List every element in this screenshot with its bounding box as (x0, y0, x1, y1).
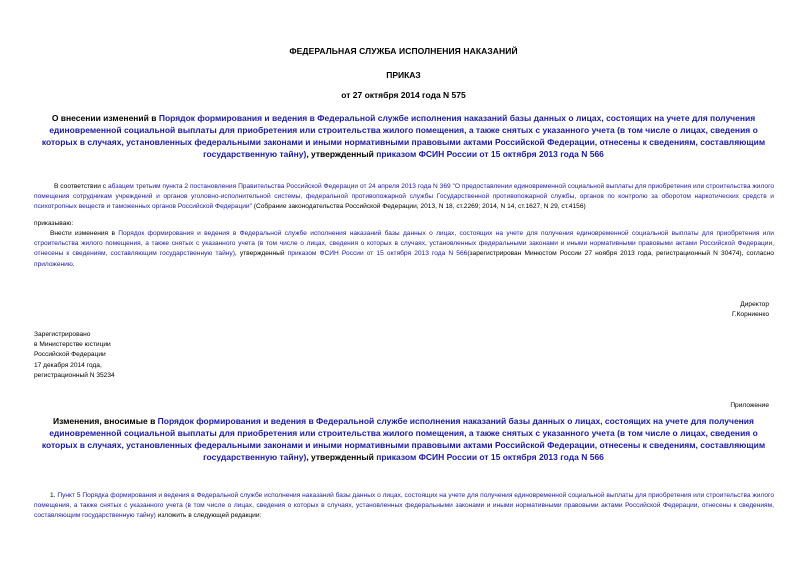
appendix-procedure-link[interactable]: Порядок формирования и ведения в Федеральной службе исполнения наказаний базы данных о лицах, состоящих на учете для получения единовременной социальной выплаты для приобретения или строительства жилого помещения, а также снятых с указанного учета (в том числе о лицах, сведения о которых в случаях, установленных федеральными законами и иными нормативными правовыми актами Российской Федерации, отнесены к сведениям, составляющим государственную тайну) (41, 416, 766, 462)
body-text-end: . (72, 260, 75, 268)
body-text-start: Внести изменения в (50, 230, 119, 237)
body-text-middle: , утвержденный (234, 250, 288, 258)
appendix-title (36, 415, 771, 463)
preamble-resolution-link[interactable]: абзацем третьим пункта 2 постановления Правительства Российской Федерации от 24 апреля 2013 года N 369 "О предоставлении единовременной социальной выплаты для приобретения или строительства жилого помещения сотрудникам учреждений и органов уголовно-исполнительной системы, федеральной противопожарной службы Государственной противопожарной службы, органов по контролю за оборотом наркотических средств и психотропных веществ и таможенных органов Российской Федерации" (34, 183, 774, 211)
body-paragraph (34, 229, 774, 270)
registration-line: регистрационный N 35234 (34, 371, 115, 379)
preamble-text-end: (Собрание законодательства Российской Федерации, 2013, N 18, ст.2269; 2014, N 14, ст.1627, N 29, ст.4156) (251, 203, 586, 211)
registration-block (34, 330, 115, 381)
doc-type-heading: ПРИКАЗ (386, 70, 421, 80)
appendix-label: Приложение (730, 402, 769, 409)
item-1-number: 1. (50, 492, 58, 499)
body-order-link[interactable]: приказом ФСИН России от 15 октября 2013 года N 566 (287, 250, 468, 258)
order-title (36, 112, 771, 160)
appendix-title-middle: , утвержденный (306, 452, 377, 462)
registration-line: Зарегистрировано (34, 331, 91, 338)
appendix-order-link[interactable]: приказом ФСИН России от 15 октября 2013 года N 566 (376, 452, 604, 462)
title-procedure-link[interactable]: Порядок формирования и ведения в Федеральной службе исполнения наказаний базы данных о лицах, состоящих на учете для получения единовременной социальной выплаты для приобретения или строительства жилого помещения, а также снятых с указанного учета (в том числе о лицах, сведения о которых в случаях, установленных федеральными законами и иными нормативными правовыми актами Российской Федерации, отнесены к сведениям, составляющим государственную тайну) (41, 113, 766, 159)
body-procedure-link[interactable]: Порядок формирования и ведения в Федеральной службе исполнения наказаний базы данных о лицах, состоящих на учете для получения единовременной социальной выплаты для приобретения или строительства жилого помещения, а также снятых с указанного учета (в том числе о лицах, сведения о которых в случаях, установленных федеральными законами и иными нормативными правовыми актами Российской Федерации, отнесены к сведениям, составляющим государственную тайну) (34, 230, 774, 258)
title-prefix: О внесении изменений в (51, 113, 159, 123)
title-middle: , утвержденный (306, 149, 377, 159)
preamble-paragraph (34, 182, 774, 213)
appendix-title-prefix: Изменения, вносимые в (53, 416, 158, 426)
body-text-registration: (зарегистрирован Минюстом России 27 ноября 2013 года, регистрационный N 30474), согласно (467, 250, 774, 258)
signature-block (732, 300, 769, 320)
item-1-paragraph (34, 491, 774, 522)
order-word: приказываю: (34, 220, 74, 227)
signature-name: Г.Корниенко (731, 311, 769, 319)
doc-date-number: от 27 октября 2014 года N 575 (341, 90, 466, 100)
registration-line: в Министерстве юстиции (34, 341, 111, 349)
title-order-link[interactable]: приказом ФСИН России от 15 октября 2013 года N 566 (376, 149, 604, 159)
item-1-text-end: изложить в следующей редакции: (155, 512, 262, 520)
signature-position: Директор (740, 301, 769, 308)
registration-line: Российской Федерации (34, 351, 106, 359)
preamble-text-start: В соответствии с (54, 183, 108, 190)
agency-heading: ФЕДЕРАЛЬНАЯ СЛУЖБА ИСПОЛНЕНИЯ НАКАЗАНИЙ (289, 46, 518, 56)
body-appendix-link[interactable]: приложению (34, 260, 73, 268)
registration-line: 17 декабря 2014 года, (34, 361, 102, 369)
item-1-link[interactable]: Пункт 5 Порядка формирования и ведения в Федеральной службе исполнения наказаний базы данных о лицах, состоящих на учете для получения единовременной социальной выплаты для приобретения или строительства жилого помещения, а также снятых с указанного учета (в том числе о лицах, сведения о которых в случаях, установленных федеральными законами и иными нормативными правовыми актами Российской Федерации, отнесены к сведениям, составляющим государственную тайну) (34, 492, 774, 520)
